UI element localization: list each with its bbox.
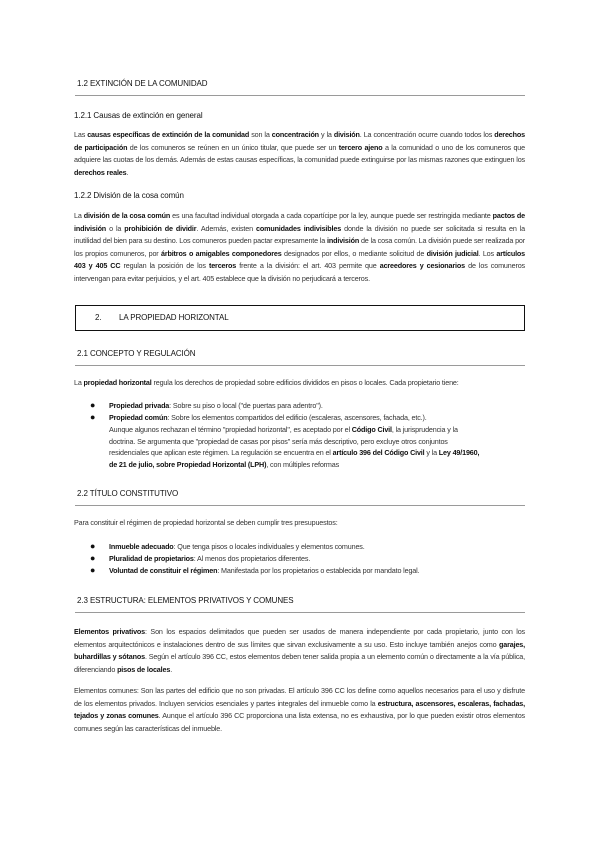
section-heading-2-3: 2.3 ESTRUCTURA: ELEMENTOS PRIVATIVOS Y COMUNES xyxy=(77,596,294,605)
section-heading-2-2: 2.2 TÍTULO CONSTITUTIVO xyxy=(77,489,179,498)
paragraph-propiedad-horizontal: La propiedad horizontal regula los derechos de propiedad sobre edificios divididos en pisos o locales. Cada propietario tiene: xyxy=(74,378,459,387)
bullet-icon: ● xyxy=(90,400,96,410)
paragraph-causas-extincion: Las causas específicas de extinción de la comunidad son la concentración y la división. La concentración ocurre cuando todos los derechos de participación de los comuneros se reúnen en un único titular, que puede ser un tercero ajeno a la comunidad o uno de los comuneros que adquiere las cuotas de los demás. Además de estas causas específicas, la comunidad puede extinguirse por las mismas razones que extinguen los derechos reales. xyxy=(74,130,525,177)
list-item-text: Propiedad común: Sobre los elementos compartidos del edificio (escaleras, ascensores, fachada, etc.). xyxy=(109,413,427,422)
list-item xyxy=(90,412,525,424)
bullet-icon: ● xyxy=(90,553,96,563)
list-item xyxy=(90,400,525,412)
paragraph-division-cosa-comun: La división de la cosa común es una facultad individual otorgada a cada copartícipe por la ley, aunque puede ser restringida mediante pactos de indivisión o la prohibición de dividir. Además, existen comunidades indivisibles donde la división no puede ser solicitada si resulta en la inutilidad del bien para su destino. Los comuneros pueden pactar expresamente la indivisión de la cosa común. La división puede ser realizada por los propios comuneros, por árbitros o amigables componedores designados por ellos, o mediante solicitud de división judicial. Los artículos 403 y 405 CC regulan la posición de los terceros frente a la división: el art. 403 permite que acreedores y cesionarios de los comuneros intervengan para evitar perjuicios, y el art. 405 establece que la división no perjudicará a terceros. xyxy=(74,211,526,283)
paragraph-elementos-privativos: Elementos privativos: Son los espacios delimitados que pueden ser usados de manera independiente por cada propietario, junto con los elementos arquitectónicos e instalaciones dentro de sus límites que sirvan exclusivamente a su uso. Esto incluye también anejos como garajes, buhardillas y sótanos. Según el artículo 396 CC, estos elementos deben tener salida propia a un elemento común o directamente a la vía pública, diferenciando pisos de locales. xyxy=(74,627,525,674)
chapter-title: LA PROPIEDAD HORIZONTAL xyxy=(119,313,229,322)
paragraph-presupuestos: Para constituir el régimen de propiedad horizontal se deben cumplir tres presupuestos: xyxy=(74,518,338,527)
bullet-icon: ● xyxy=(90,541,96,551)
list-item-text: Pluralidad de propietarios: Al menos dos propietarios diferentes. xyxy=(109,554,311,563)
bullet-icon: ● xyxy=(90,565,96,575)
bullet-icon: ● xyxy=(90,412,96,422)
list-item-text: Propiedad privada: Sobre su piso o local ("de puertas para adentro"). xyxy=(109,401,323,410)
paragraph-elementos-comunes: Elementos comunes: Son las partes del edificio que no son privadas. El artículo 396 CC los define como aquellos necesarios para el uso y disfrute de los elementos privados. Incluyen servicios esenciales y partes integrales del inmueble como la estructura, ascensores, escaleras, fachadas, tejados y zonas comunes. Aunque el artículo 396 CC proporciona una lista extensa, no es exhaustiva, por lo que pueden existir otros elementos comunes según las características del inmueble. xyxy=(74,686,525,733)
section-rule xyxy=(75,612,525,613)
section-rule xyxy=(75,365,525,366)
subsection-heading-1-2-1: 1.2.1 Causas de extinción en general xyxy=(74,111,203,120)
list-item xyxy=(90,565,525,577)
section-rule xyxy=(75,505,525,506)
section-heading-1-2: 1.2 EXTINCIÓN DE LA COMUNIDAD xyxy=(77,79,208,88)
list-item-text: Inmueble adecuado: Que tenga pisos o locales individuales y elementos comunes. xyxy=(109,542,365,551)
list-item-text: Voluntad de constituir el régimen: Manifestada por los propietarios o establecida por mandato legal. xyxy=(109,566,420,575)
chapter-number: 2. xyxy=(95,313,102,322)
chapter-heading-box xyxy=(75,305,525,331)
section-rule xyxy=(75,95,525,96)
section-heading-2-1: 2.1 CONCEPTO Y REGULACIÓN xyxy=(77,349,196,358)
list-item xyxy=(90,553,525,565)
subsection-heading-1-2-2: 1.2.2 División de la cosa común xyxy=(74,191,184,200)
list-item xyxy=(90,541,525,553)
paragraph-regulacion-note: Aunque algunos rechazan el término "propiedad horizontal", es aceptado por el Código Civil, la jurisprudencia y la doctrina. Se argumenta que "propiedad de casas por pisos" sería más descriptivo, pero excluye otros conjuntos residenciales que aplican este régimen. La regulación se encuentra en el artículo 396 del Código Civil y la Ley 49/1960, de 21 de julio, sobre Propiedad Horizontal (LPH), con múltiples reformas xyxy=(109,425,480,469)
